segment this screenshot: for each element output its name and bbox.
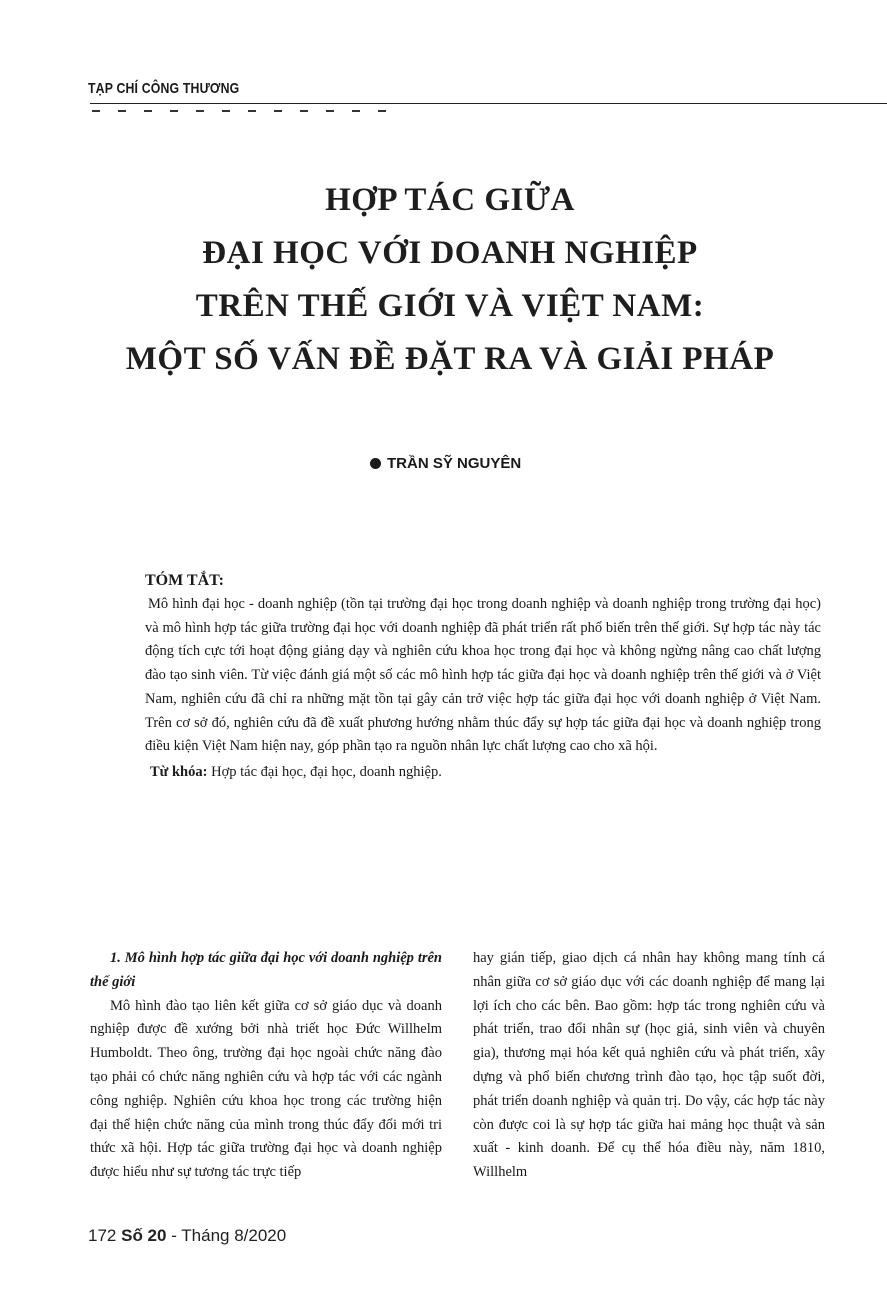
- issue-date: Tháng 8/2020: [181, 1226, 287, 1245]
- abstract-heading: TÓM TẮT:: [145, 572, 224, 589]
- keywords: [150, 761, 821, 784]
- body-column-left: [90, 947, 442, 1185]
- issue-number: Số 20: [121, 1226, 167, 1245]
- footer-separator: -: [166, 1226, 182, 1245]
- title-line: MỘT SỐ VẤN ĐỀ ĐẶT RA VÀ GIẢI PHÁP: [125, 341, 775, 377]
- author-name: TRẦN SỸ NGUYÊN: [387, 455, 522, 472]
- section-heading: 1. Mô hình hợp tác giữa đại học với doanh nghiệp trên thế giới: [90, 950, 442, 990]
- body-column-right: [473, 947, 825, 1185]
- body-paragraph: hay gián tiếp, giao dịch cá nhân hay không mang tính cá nhân giữa cơ sở giáo dục với các doanh nghiệp để mang lại lợi ích cho các bên. Bao gồm: hợp tác trong nghiên cứu và phát triển, trao đổi nhân sự (học giả, sinh viên và chuyên gia), thương mại hóa kết quả nghiên cứu và phát triển, xây dựng và phổ biến chương trình đào tạo, học tập suốt đời, phát triển doanh nghiệp và quản trị. Do vậy, các hợp tác này còn được coi là sự hợp tác giữa hai mảng học thuật và sản xuất - kinh doanh. Để cụ thể hóa điều này, năm 1810, Willhelm: [473, 950, 825, 1181]
- title-line: HỢP TÁC GIỮA: [325, 182, 575, 218]
- author-byline: [370, 455, 521, 472]
- abstract-body: Mô hình đại học - doanh nghiệp (tồn tại trường đại học trong doanh nghiệp và doanh nghiệp trong trường đại học) và mô hình hợp tác giữa trường đại học với doanh nghiệp đã phát triển rất phổ biến trên thế giới. Sự hợp tác này tác động tích cực tới hoạt động giảng dạy và nghiên cứu khoa học trong đại học và không ngừng nâng cao chất lượng đào tạo sinh viên. Từ việc đánh giá một số các mô hình hợp tác giữa đại học và doanh nghiệp trên thế giới và ở Việt Nam, nghiên cứu đã chỉ ra những mặt tồn tại gây cản trở việc hợp tác giữa đại học với doanh nghiệp ở Việt Nam. Trên cơ sở đó, nghiên cứu đã đề xuất phương hướng nhằm thúc đẩy sự hợp tác giữa đại học và doanh nghiệp trong điều kiện Việt Nam hiện nay, góp phần tạo ra nguồn nhân lực chất lượng cao cho xã hội.: [145, 596, 821, 755]
- body-paragraph: Mô hình đào tạo liên kết giữa cơ sở giáo dục và doanh nghiệp được đề xướng bởi nhà triết học Đức Willhelm Humboldt. Theo ông, trường đại học ngoài chức năng đào tạo phải có chức năng nghiên cứu và hợp tác với các ngành công nghiệp. Nghiên cứu khoa học trong các trường hiện đại thể hiện chức năng của mình trong thúc đẩy đổi mới tri thức xã hội. Hợp tác giữa trường đại học và doanh nghiệp được hiểu như sự tương tác trực tiếp: [90, 997, 442, 1181]
- article-title: [60, 174, 840, 386]
- title-line: TRÊN THẾ GIỚI VÀ VIỆT NAM:: [195, 288, 705, 324]
- journal-header: TẠP CHÍ CÔNG THƯƠNG: [88, 80, 240, 97]
- abstract-section: [145, 572, 821, 784]
- page-footer: [88, 1226, 286, 1246]
- page-number: 172: [88, 1226, 117, 1245]
- header-dash-divider: [92, 110, 392, 112]
- title-line: ĐẠI HỌC VỚI DOANH NGHIỆP: [202, 235, 698, 271]
- bullet-icon: [370, 458, 381, 469]
- header-rule: [90, 103, 887, 104]
- keywords-list: Hợp tác đại học, đại học, doanh nghiệp.: [211, 763, 442, 780]
- keywords-label: Từ khóa:: [150, 763, 208, 780]
